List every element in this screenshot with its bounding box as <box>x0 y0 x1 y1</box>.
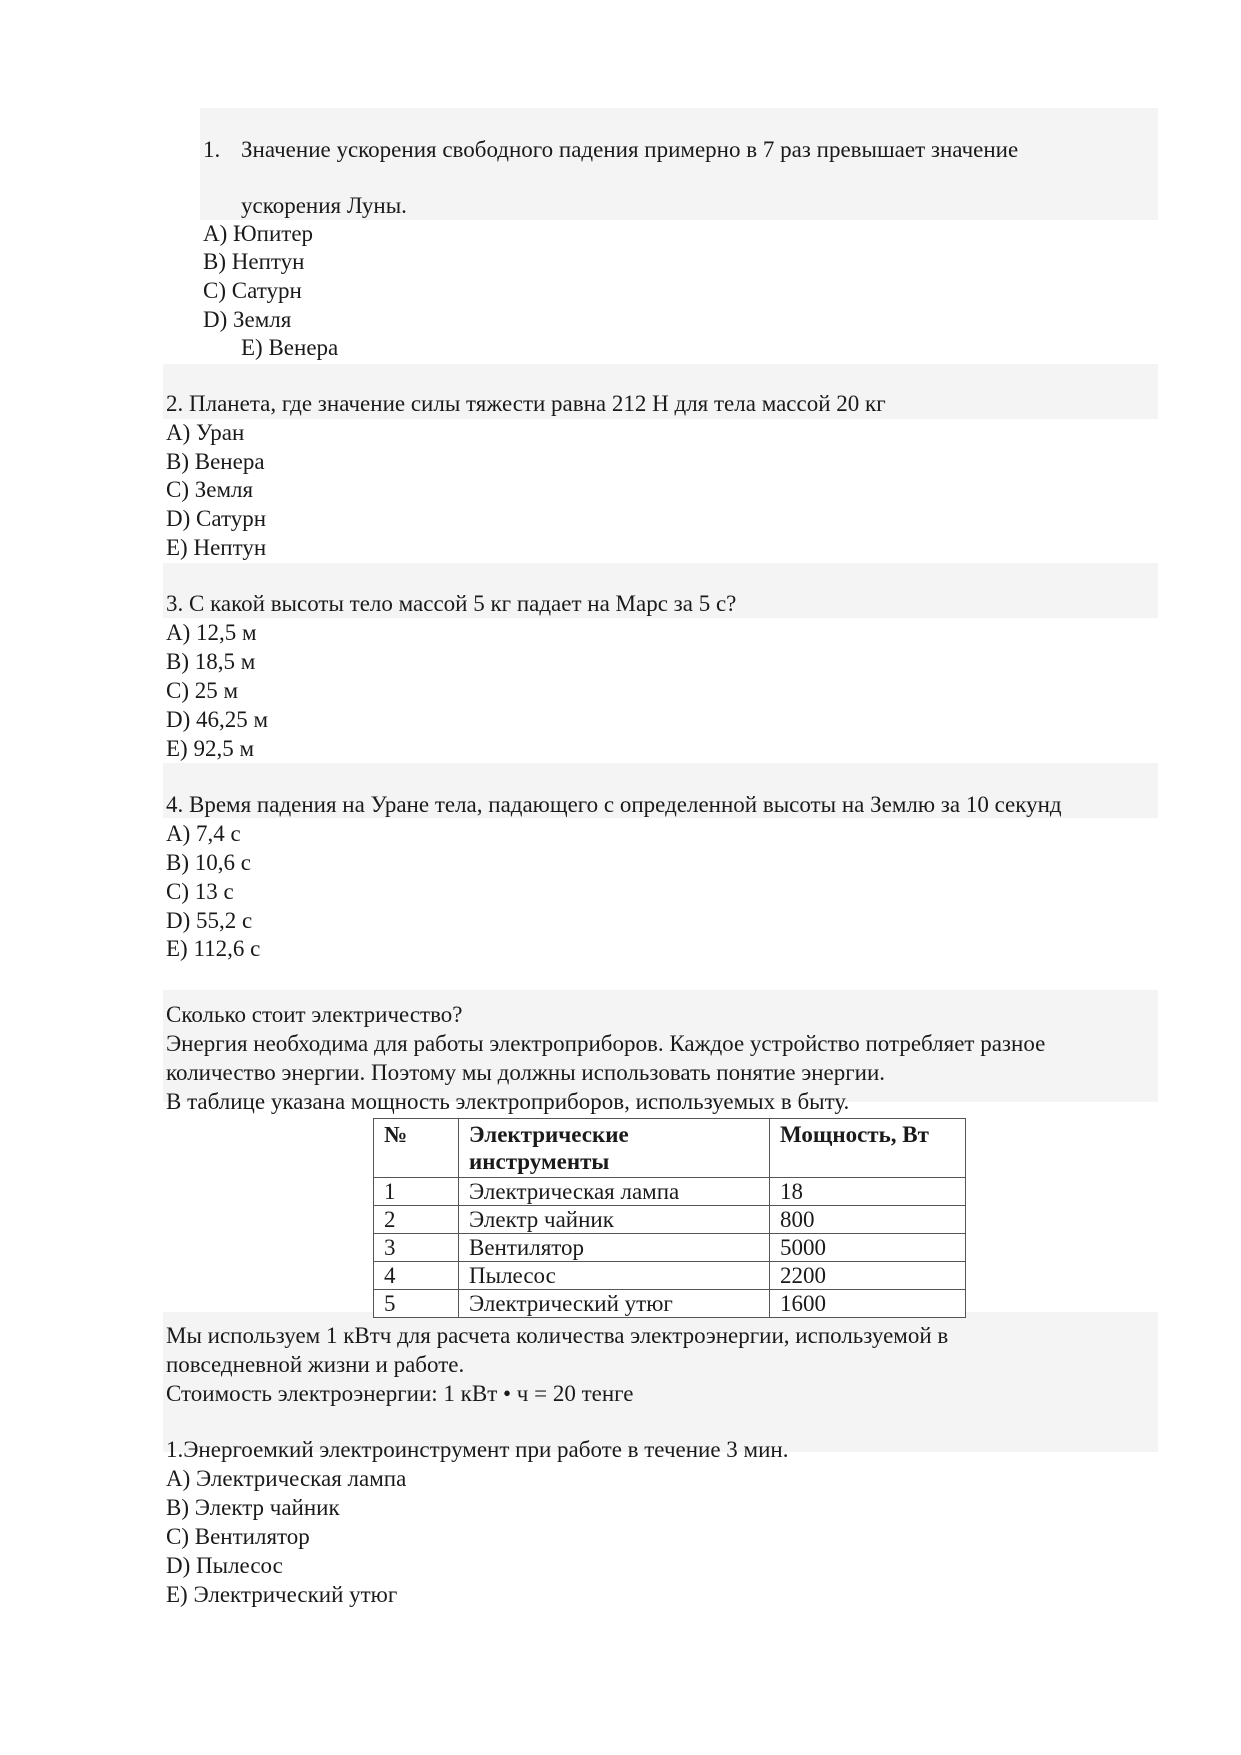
answer-option: B) Электр чайник <box>166 1495 340 1520</box>
answer-option: E) Электрический утюг <box>166 1582 398 1607</box>
paragraph-line: Мы используем 1 кВтч для расчета количества электроэнергии, используемой в <box>166 1323 949 1348</box>
answer-option: B) Венера <box>166 449 265 474</box>
table-header-cell: Электрические инструменты <box>459 1119 770 1178</box>
answer-option: C) Земля <box>166 477 254 502</box>
table-cell: 5000 <box>770 1234 966 1262</box>
question-number: 1. <box>203 137 221 162</box>
answer-option: A) 12,5 м <box>166 620 257 645</box>
table-cell: 3 <box>374 1234 459 1262</box>
table-cell: 1600 <box>770 1290 966 1318</box>
section-heading: Сколько стоит электричество? <box>166 1002 463 1027</box>
table-cell: 4 <box>374 1262 459 1290</box>
question-text: 1.Энергоемкий электроинструмент при работе в течение 3 мин. <box>166 1437 789 1462</box>
question-text: Значение ускорения свободного падения примерно в 7 раз превышает значение <box>241 137 1019 162</box>
question-text: 3. С какой высоты тело массой 5 кг падает на Марс за 5 с? <box>166 591 737 616</box>
answer-option: C) 13 с <box>166 879 234 904</box>
table-header-cell: № <box>374 1119 459 1178</box>
answer-option: C) Вентилятор <box>166 1524 310 1549</box>
table-row <box>374 1234 966 1262</box>
table-cell: Вентилятор <box>459 1234 770 1262</box>
paragraph-line: В таблице указана мощность электроприборов, используемых в быту. <box>166 1089 850 1114</box>
question-text: ускорения Луны. <box>241 193 407 218</box>
answer-option: C) 25 м <box>166 678 239 703</box>
table-cell: 2200 <box>770 1262 966 1290</box>
answer-option: D) 55,2 с <box>166 908 253 933</box>
table-cell: Электрическая лампа <box>459 1178 770 1206</box>
answer-option: A) Юпитер <box>203 221 314 246</box>
paragraph-line: Энергия необходима для работы электроприборов. Каждое устройство потребляет разное <box>166 1031 1046 1056</box>
table-row <box>374 1178 966 1206</box>
answer-option: C) Сатурн <box>203 278 302 303</box>
answer-option: B) 18,5 м <box>166 649 256 674</box>
table-cell: Электр чайник <box>459 1206 770 1234</box>
paragraph-line: повседневной жизни и работе. <box>166 1352 465 1377</box>
answer-option: E) 92,5 м <box>166 736 255 761</box>
answer-option: D) Сатурн <box>166 506 267 531</box>
answer-option: B) Нептун <box>203 249 305 274</box>
table-row <box>374 1262 966 1290</box>
answer-option: E) Нептун <box>166 535 267 560</box>
answer-option: А) Уран <box>166 420 245 445</box>
table-cell: Электрический утюг <box>459 1290 770 1318</box>
question-text: 4. Время падения на Уране тела, падающего с определенной высоты на Землю за 10 секунд <box>166 792 1062 817</box>
answer-option: D) Земля <box>203 307 292 332</box>
answer-option: D) Пылесос <box>166 1553 283 1578</box>
table-row <box>374 1290 966 1318</box>
answer-option: A) 7,4 с <box>166 821 241 846</box>
table-header-cell: Мощность, Вт <box>770 1119 966 1178</box>
paragraph-line: количество энергии. Поэтому мы должны использовать понятие энергии. <box>166 1060 886 1085</box>
answer-option: E) 112,6 с <box>166 936 261 961</box>
table-cell: 800 <box>770 1206 966 1234</box>
answer-option: A) Электрическая лампа <box>166 1466 407 1491</box>
answer-option: D) 46,25 м <box>166 707 269 732</box>
question-text: 2. Планета, где значение силы тяжести равна 212 Н для тела массой 20 кг <box>166 391 886 416</box>
power-table <box>373 1118 966 1318</box>
table-cell: 18 <box>770 1178 966 1206</box>
table-cell: 1 <box>374 1178 459 1206</box>
answer-option: B) 10,6 с <box>166 850 251 875</box>
table-row <box>374 1206 966 1234</box>
table-cell: 5 <box>374 1290 459 1318</box>
paragraph-line: Стоимость электроэнергии: 1 кВт • ч = 20 тенге <box>166 1381 634 1406</box>
answer-option: E) Венера <box>241 335 339 360</box>
table-cell: 2 <box>374 1206 459 1234</box>
table-header-row <box>374 1119 966 1178</box>
table-cell: Пылесос <box>459 1262 770 1290</box>
